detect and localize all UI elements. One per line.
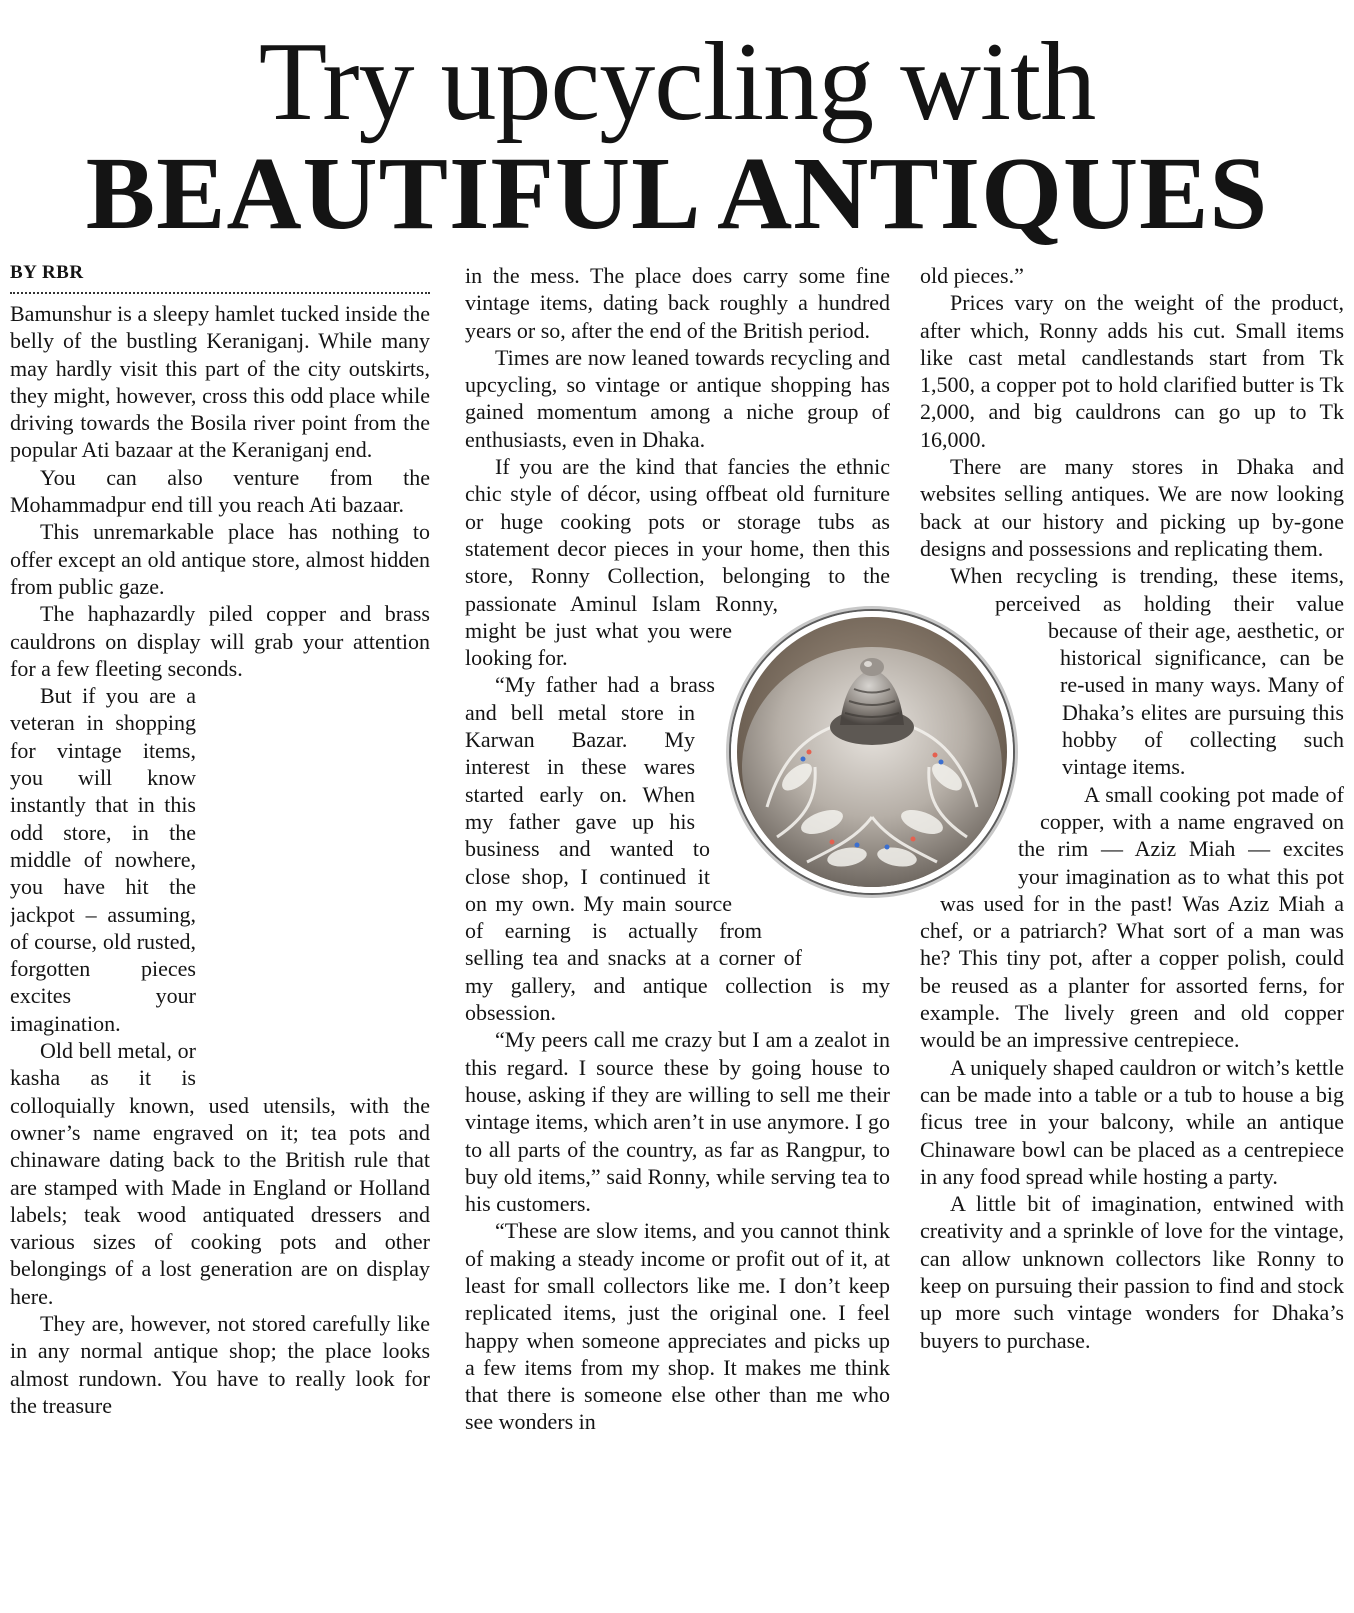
photo-wrap-spacer [920,590,995,617]
paragraph: “These are slow items, and you cannot think of making a steady income or profit out of it, at least for small collectors like me. I don’t keep replicated items, just the original one. I feel happy when someone appreciates and picks up a few items from my shop. It makes me think that there is someone else other than me who see wonders in [465,1218,890,1435]
paragraph: A little bit of imagination, entwined with creativity and a sprinkle of love for the vintage, can allow unknown collectors like Ronny to keep on pursuing their passion to find and stock up more such vintage wonders for Dhaka’s buyers to purchase. [920,1191,1344,1353]
antique-lid-photo [731,611,1013,893]
byline: BY RBR [10,262,430,294]
paragraph: Bamunshur is a sleepy hamlet tucked inside the belly of the bustling Keraniganj. While many may hardly visit this part of the city outskirts, they might, however, cross this odd place while driving towards the Bosila river point from the popular Ati bazaar at the Keraniganj end. [10,301,430,463]
paragraph: A uniquely shaped cauldron or witch’s kettle can be made into a table or a tub to house a big ficus tree in your balcony, while an antique Chinaware bowl can be placed as a centrepiece in any food spread while hosting a party. [920,1054,1344,1189]
paragraph: old pieces.” [920,263,1024,288]
paragraph: in the mess. The place does carry some fine vintage items, dating back roughly a hundred years or so, after the end of the British period. [465,263,890,343]
photo-wrap-spacer [802,922,890,950]
paragraph: There are many stores in Dhaka and websites selling antiques. We are now looking back at our history and picking up by-gone designs and possessions and replicating them. [920,454,1344,561]
article-column-2 [465,262,890,1608]
paragraph: But if you are a veteran in shopping for vintage items, you will know instantly that in this odd store, in the middle of nowhere, you have hit the jackpot – assuming, of course, old rusted, forgotten pieces excites your imagination. [10,683,196,1036]
photo-wrap-spacer [196,709,430,1084]
paragraph: Times are now leaned towards recycling and upcycling, so vintage or antique shopping has gained momentum among a niche group of enthusiasts, even in Dhaka. [465,344,890,452]
article-column-3 [920,262,1344,1608]
paragraph: A small cooking pot made of copper, with a name engraved on the rim — Aziz Miah — excites your imagination as to what this pot was used for in the past! Was Aziz Miah a chef, or a patriarch? What sort of a man was he? This tiny pot, after a copper polish, could be reused as a planter for assorted ferns, for example. The lively green and old copper would be an impressive centrepiece. [920,781,1344,1053]
antique-lid-illustration [737,617,1007,887]
paragraph: Prices vary on the weight of the product, after which, Ronny adds his cut. Small items like cast metal candlestands start from Tk 1,500, a copper pot to hold clarified butter is Tk 2,000, and big cauldrons can go up to Tk 16,000. [920,290,1344,452]
paragraph: “My father had a brass and bell metal store in Karwan Bazar. My interest in these wares started early on. When my father gave up his business and wanted to close shop, I continued it on my own. My main source of earning is actually from selling tea and snacks at a corner of my gallery, and antique collection is my obsession. [465,672,890,1026]
paragraph: The haphazardly piled copper and brass cauldrons on display will grab your attention for a few fleeting seconds. [10,601,430,681]
paragraph: This unremarkable place has nothing to offer except an old antique store, almost hidden from public gaze. [10,519,430,599]
paragraph: “My peers call me crazy but I am a zealot in this regard. I source these by going house to house, asking if they are willing to sell me their vintage items, which aren’t in use anymore. I go to all parts of the country, as far as Rangpur, to buy old items,” said Ronny, while serving tea to his customers. [465,1027,890,1217]
article-column-1 [10,262,430,1608]
headline-line-2: BEAUTIFUL ANTIQUES [85,136,1269,251]
headline-line-1: Try upcycling with [258,20,1096,144]
paragraph: They are, however, not stored carefully like in any normal antique shop; the place looks almost rundown. You have to really look for the treasure [10,1310,430,1418]
paragraph: When recycling is trending, these items, perceived as holding their value because of their age, aesthetic, or historical significance, can be re-used in many ways. Many of Dhaka’s elites are pursuing this hobby of collecting such vintage items. [950,563,1344,780]
paragraph: You can also venture from the Mohammadpur end till you reach Ati bazaar. [10,464,430,518]
paragraph: If you are the kind that fancies the ethnic chic style of décor, using offbeat old furniture or huge cooking pots or storage tubs as statement decor pieces in your home, then this store, Ronny Collection, belonging to the passionate Aminul Islam Ronny, might be just what you were looking for. [465,454,890,671]
photo-wrap-spacer [762,894,890,922]
photo-wrap-spacer [920,887,940,914]
paragraph: Old bell metal, or kasha as it is colloquially known, used utensils, with the owner’s name engraved on it; tea pots and chinaware dating back to the British rule that are stamped with Made in England or Holland labels; teak wood antiquated dressers and various sizes of cooking pots and other belongings of a lost generation are on display here. [10,1038,430,1309]
